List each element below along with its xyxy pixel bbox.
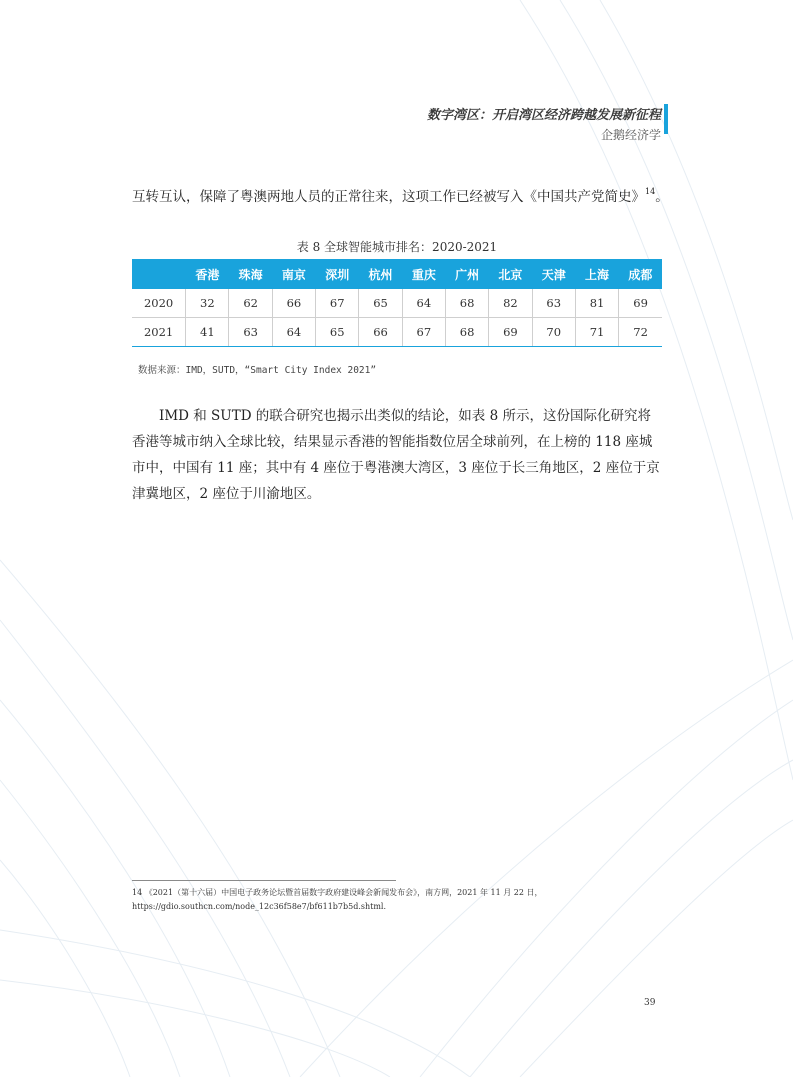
city-header: 香港	[186, 259, 229, 289]
rank-cell: 71	[575, 318, 618, 347]
paragraph1-end: 。	[655, 189, 669, 205]
city-header: 南京	[272, 259, 315, 289]
rank-cell: 68	[445, 289, 488, 318]
city-header: 成都	[619, 259, 662, 289]
city-header: 广州	[445, 259, 488, 289]
year-cell: 2021	[132, 318, 186, 347]
year-cell: 2020	[132, 289, 186, 318]
rank-cell: 62	[229, 289, 272, 318]
city-header: 天津	[532, 259, 575, 289]
city-header: 上海	[575, 259, 618, 289]
rank-cell: 41	[186, 318, 229, 347]
paragraph1-text: 互转互认，保障了粤澳两地人员的正常往来，这项工作已经被写入《中国共产党简史》	[132, 189, 645, 205]
header-subtitle: 企鹅经济学	[600, 128, 661, 142]
header-blank-cell	[132, 259, 186, 289]
table-header-row	[132, 259, 662, 289]
header-title: 数字湾区：开启湾区经济跨越发展新征程	[426, 108, 661, 123]
page-number: 39	[644, 998, 656, 1008]
paragraph-continuation	[132, 180, 669, 209]
city-header: 北京	[489, 259, 532, 289]
rank-cell: 82	[489, 289, 532, 318]
rank-cell: 70	[532, 318, 575, 347]
city-header: 深圳	[316, 259, 359, 289]
body-paragraph	[132, 403, 662, 507]
rank-cell: 68	[445, 318, 488, 347]
rank-cell: 66	[359, 318, 402, 347]
rank-cell: 64	[272, 318, 315, 347]
paragraph2-text: IMD 和 SUTD 的联合研究也揭示出类似的结论，如表 8 所示，这份国际化研究将香港等城市纳入全球比较，结果显示香港的智能指数位居全球前列，在上榜的 118 座城市中，中国有 11 座；其中有 4 座位于粤港澳大湾区，3 座位于长三角地区，2 座位于京津冀地区，2 座位于川渝地区。	[132, 408, 660, 502]
city-header: 重庆	[402, 259, 445, 289]
table-row	[132, 289, 662, 318]
rank-cell: 63	[532, 289, 575, 318]
table-source: 数据来源：IMD，SUTD，“Smart City Index 2021”	[138, 365, 377, 376]
table-row	[132, 318, 662, 347]
header-accent-bar	[664, 104, 668, 134]
rank-cell: 32	[186, 289, 229, 318]
footnote-divider	[132, 880, 396, 881]
rank-cell: 64	[402, 289, 445, 318]
rank-cell: 65	[316, 318, 359, 347]
table-caption: 表 8 全球智能城市排名：2020-2021	[296, 240, 498, 254]
rank-cell: 63	[229, 318, 272, 347]
rank-cell: 72	[619, 318, 662, 347]
rank-cell: 69	[489, 318, 532, 347]
footnote: 14 《2021（第十六届）中国电子政务论坛暨首届数字政府建设峰会新闻发布会》，南方网，2021 年 11 月 22 日，https://gdio.southcn.com/node_12c36f58e7/bf611b7b5d.shtml.	[132, 888, 543, 911]
city-header: 珠海	[229, 259, 272, 289]
rank-cell: 67	[316, 289, 359, 318]
rank-cell: 65	[359, 289, 402, 318]
rank-cell: 66	[272, 289, 315, 318]
rank-cell: 69	[619, 289, 662, 318]
rank-cell: 67	[402, 318, 445, 347]
smart-city-ranking-table	[132, 259, 662, 347]
footnote-ref[interactable]: 14	[645, 187, 656, 196]
rank-cell: 81	[575, 289, 618, 318]
running-header	[427, 104, 661, 143]
city-header: 杭州	[359, 259, 402, 289]
